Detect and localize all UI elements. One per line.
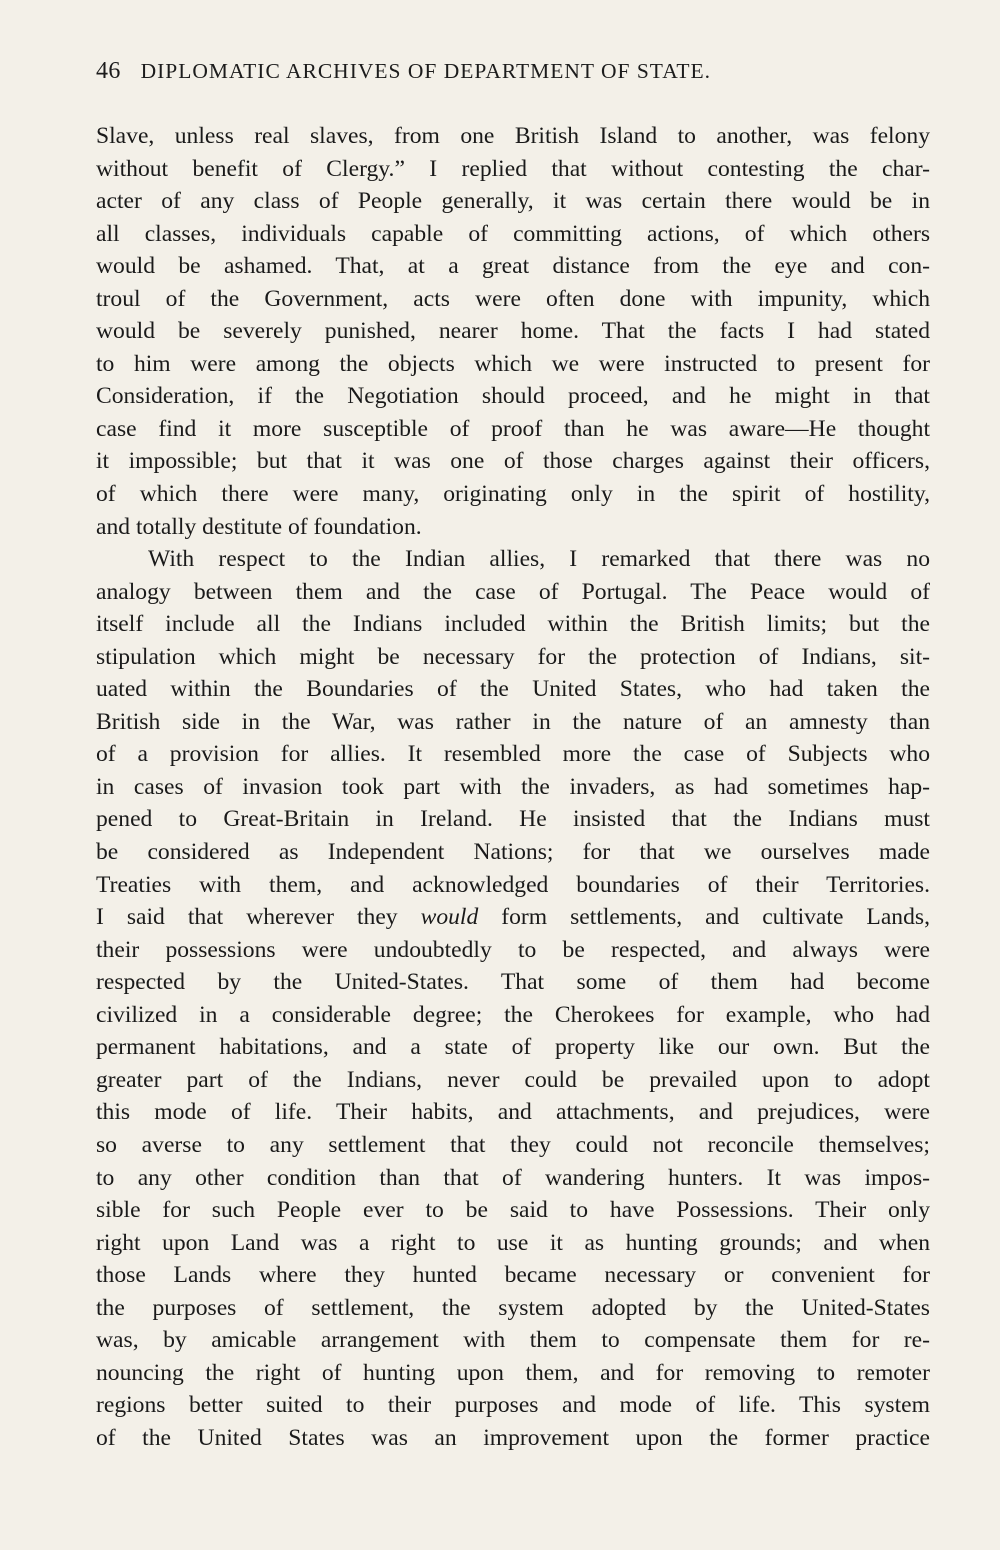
text-line: to any other condition than that of wandering hunters. It was impos- [96, 1164, 930, 1191]
text-line: in cases of invasion took part with the invaders, as had sometimes hap- [96, 773, 930, 800]
text-line: greater part of the Indians, never could be prevailed upon to adopt [96, 1066, 930, 1093]
text-segment: form settlements, and cultivate Lands, [478, 904, 930, 931]
text-line: acter of any class of People generally, it was certain there would be in [96, 188, 930, 215]
text-line: pened to Great-Britain in Ireland. He insisted that the Indians must [96, 806, 930, 833]
text-line: regions better suited to their purposes and mode of life. This system [96, 1392, 930, 1419]
text-line: itself include all the Indians included within the British limits; but the [96, 611, 930, 638]
text-line: the purposes of settlement, the system adopted by the United-States [96, 1294, 930, 1321]
text-line: nouncing the right of hunting upon them, and for removing to remoter [96, 1359, 930, 1386]
text-line: case find it more susceptible of proof than he was aware—He thought [96, 415, 930, 442]
text-line-with-italic [96, 901, 930, 934]
text-line: would be ashamed. That, at a great distance from the eye and con- [96, 253, 930, 280]
paragraph-start-line: With respect to the Indian allies, I remarked that there was no [148, 546, 930, 573]
text-line: those Lands where they hunted became necessary or convenient for [96, 1262, 930, 1289]
text-line: sible for such People ever to be said to have Possessions. Their only [96, 1197, 930, 1224]
text-line: of which there were many, originating only in the spirit of hostility, [96, 481, 930, 508]
text-line: of a provision for allies. It resembled more the case of Subjects who [96, 741, 930, 768]
text-line: was, by amicable arrangement with them to compensate them for re- [96, 1327, 930, 1354]
paragraph-end-line: and totally destitute of foundation. [96, 513, 422, 540]
text-line: all classes, individuals capable of committing actions, of which others [96, 220, 930, 247]
text-line: Consideration, if the Negotiation should proceed, and he might in that [96, 383, 930, 410]
text-line: of the United States was an improvement upon the former practice [96, 1424, 930, 1451]
text-line: Treaties with them, and acknowledged boundaries of their Territories. [96, 871, 930, 898]
text-line: this mode of life. Their habits, and attachments, and prejudices, were [96, 1099, 930, 1126]
text-line: troul of the Government, acts were often done with impunity, which [96, 285, 930, 312]
text-line: would be severely punished, nearer home. That the facts I had stated [96, 318, 930, 345]
text-line: Slave, unless real slaves, from one British Island to another, was felony [96, 123, 930, 149]
italic-word: would [420, 904, 479, 931]
text-line: uated within the Boundaries of the United States, who had taken the [96, 676, 930, 703]
text-line: be considered as Independent Nations; for that we ourselves made [96, 839, 930, 866]
text-segment: I said that wherever they [96, 904, 421, 931]
text-line: to him were among the objects which we were instructed to present for [96, 350, 930, 377]
text-line: stipulation which might be necessary for the protection of Indians, sit- [96, 643, 930, 670]
text-line: civilized in a considerable degree; the Cherokees for example, who had [96, 1001, 930, 1028]
body-text [96, 120, 930, 1454]
text-line: without benefit of Clergy.” I replied that without contesting the char- [96, 155, 930, 182]
text-line: their possessions were undoubtedly to be respected, and always were [96, 936, 930, 963]
text-line: it impossible; but that it was one of those charges against their officers, [96, 448, 930, 475]
text-line: respected by the United-States. That some of them had become [96, 969, 930, 996]
running-title: DIPLOMATIC ARCHIVES OF DEPARTMENT OF STATE. [140, 59, 711, 83]
text-line: right upon Land was a right to use it as hunting grounds; and when [96, 1229, 930, 1256]
text-line: so averse to any settlement that they could not reconcile themselves; [96, 1131, 930, 1158]
page-header [96, 58, 866, 85]
page-number: 46 [96, 58, 121, 84]
text-line: British side in the War, was rather in the nature of an amnesty than [96, 708, 930, 735]
text-line: analogy between them and the case of Portugal. The Peace would of [96, 578, 930, 605]
text-line: permanent habitations, and a state of property like our own. But the [96, 1034, 930, 1061]
